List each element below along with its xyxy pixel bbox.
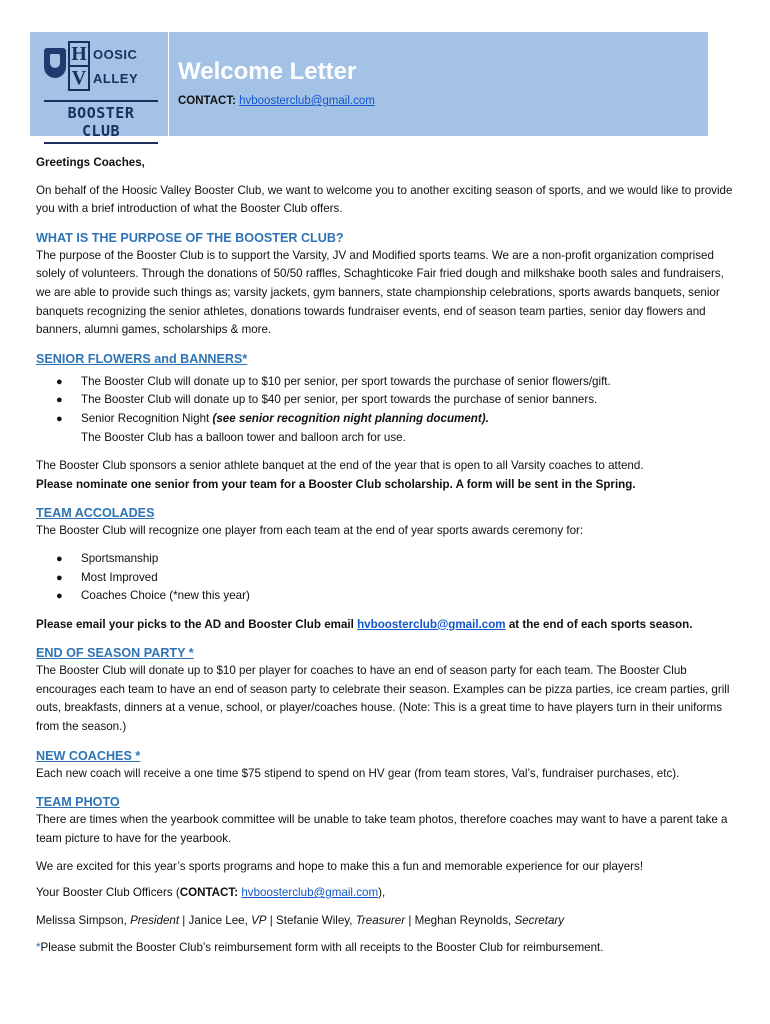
- logo-word-alley: ALLEY: [93, 70, 139, 86]
- email-picks-paragraph: Please email your picks to the AD and Booster Club email hvboosterclub@gmail.com at the end of each sports season.: [36, 617, 693, 631]
- party-paragraph: The Booster Club will donate up to $10 per player for coaches to have an end of season party for each team. The Booster Club encourages each team to have an end of season party to celebrate their season. Examples can be pizza parties, ice cream parties, grill outs, breakfasts, dinners at a venue, school, or player/coaches house. (Note: This is a great time to have players turn in their uniforms from the season.): [36, 664, 730, 734]
- purpose-paragraph: The purpose of the Booster Club is to support the Varsity, JV and Modified sports teams. We are a non-profit organization comprised solely of volunteers. Through the donations of 50/50 raffles, Schaghticoke Fair fried dough and milkshake booth sales and fundraisers, we are able to provide such things as; varsity jackets, gym banners, state championship celebrations, sports awards banquets, senior banquets recognizing the senior athletes, donations towards fundraiser events, end of season team parties, senior day flowers and banners, alumni games, scholarships & more.: [36, 248, 724, 337]
- senior-list: [36, 373, 736, 429]
- list-item: ● The Booster Club will donate up to $10 per senior, per sport towards the purchase of senior flowers/gift.: [36, 373, 736, 392]
- header-banner: [30, 32, 708, 140]
- senior-heading: SENIOR FLOWERS and BANNERS*: [36, 351, 248, 366]
- list-item: ● Most Improved: [36, 569, 736, 588]
- closing-paragraph: We are excited for this year’s sports programs and hope to make this a fun and memorable experience for our players!: [36, 860, 644, 874]
- header-divider: [168, 32, 169, 136]
- logo-letter-h: H: [68, 41, 90, 67]
- accolades-heading: TEAM ACCOLADES: [36, 506, 155, 521]
- balloon-note: The Booster Club has a balloon tower and balloon arch for use.: [81, 430, 406, 444]
- bullet-icon: ●: [56, 412, 63, 425]
- email-picks-link[interactable]: hvboosterclub@gmail.com: [357, 617, 506, 631]
- list-item: ● The Booster Club will donate up to $40 per senior, per sport towards the purchase of senior banners.: [36, 391, 736, 410]
- page-title: Welcome Letter: [178, 58, 357, 85]
- reimbursement-footnote: *Please submit the Booster Club’s reimbursement form with all receipts to the Booster Club for reimbursement.: [36, 941, 604, 955]
- contact-label: CONTACT:: [178, 95, 236, 107]
- signoff-line: Your Booster Club Officers (CONTACT: hvboosterclub@gmail.com),: [36, 886, 386, 900]
- party-heading: END OF SEASON PARTY *: [36, 646, 194, 661]
- purpose-heading: WHAT IS THE PURPOSE OF THE BOOSTER CLUB?: [36, 230, 344, 245]
- logo-booster-club: BOOSTER CLUB: [44, 100, 158, 144]
- banquet-paragraph: The Booster Club sponsors a senior athlete banquet at the end of the year that is open to all Varsity coaches to attend.: [36, 459, 644, 473]
- logo-word-oosic: OOSIC: [93, 46, 138, 62]
- planning-doc-note: (see senior recognition night planning document).: [212, 411, 489, 425]
- bullet-icon: ●: [56, 552, 63, 565]
- accolades-paragraph: The Booster Club will recognize one player from each team at the end of year sports awards ceremony for:: [36, 524, 584, 538]
- new-coaches-paragraph: Each new coach will receive a one time $75 stipend to spend on HV gear (from team stores, Val’s, fundraiser purchases, etc).: [36, 766, 680, 780]
- list-item: ● Coaches Choice (*new this year): [36, 587, 736, 606]
- list-item: ● Senior Recognition Night (see senior recognition night planning document).: [36, 410, 736, 429]
- intro-paragraph: On behalf of the Hoosic Valley Booster Club, we want to welcome you to another exciting season of sports, and we would like to provide you with a brief introduction of what the Booster Club offers.: [36, 183, 733, 216]
- accolades-list: [36, 550, 736, 606]
- bullet-icon: ●: [56, 375, 63, 388]
- booster-club-logo: [44, 42, 158, 140]
- bullet-icon: ●: [56, 394, 63, 407]
- list-item: ● Sportsmanship: [36, 550, 736, 569]
- nominate-paragraph: Please nominate one senior from your team for a Booster Club scholarship. A form will be sent in the Spring.: [36, 477, 636, 491]
- letter-body: [36, 150, 736, 958]
- bullet-icon: ●: [56, 571, 63, 584]
- officers-line: Melissa Simpson, President | Janice Lee, VP | Stefanie Wiley, Treasurer | Meghan Reynolds, Secretary: [36, 913, 565, 927]
- bullet-icon: ●: [56, 590, 63, 603]
- greeting: Greetings Coaches,: [36, 156, 145, 169]
- logo-letter-v: V: [68, 65, 90, 91]
- team-photo-paragraph: There are times when the yearbook committee will be unable to take team photos, therefore coaches may want to have a parent take a team picture to have for the yearbook.: [36, 813, 728, 845]
- header-contact: [178, 95, 375, 107]
- contact-email-link[interactable]: hvboosterclub@gmail.com: [239, 95, 375, 107]
- new-coaches-heading: NEW COACHES *: [36, 748, 141, 763]
- shield-icon: [44, 48, 66, 78]
- team-photo-heading: TEAM PHOTO: [36, 795, 120, 810]
- signoff-email-link[interactable]: hvboosterclub@gmail.com: [241, 886, 379, 900]
